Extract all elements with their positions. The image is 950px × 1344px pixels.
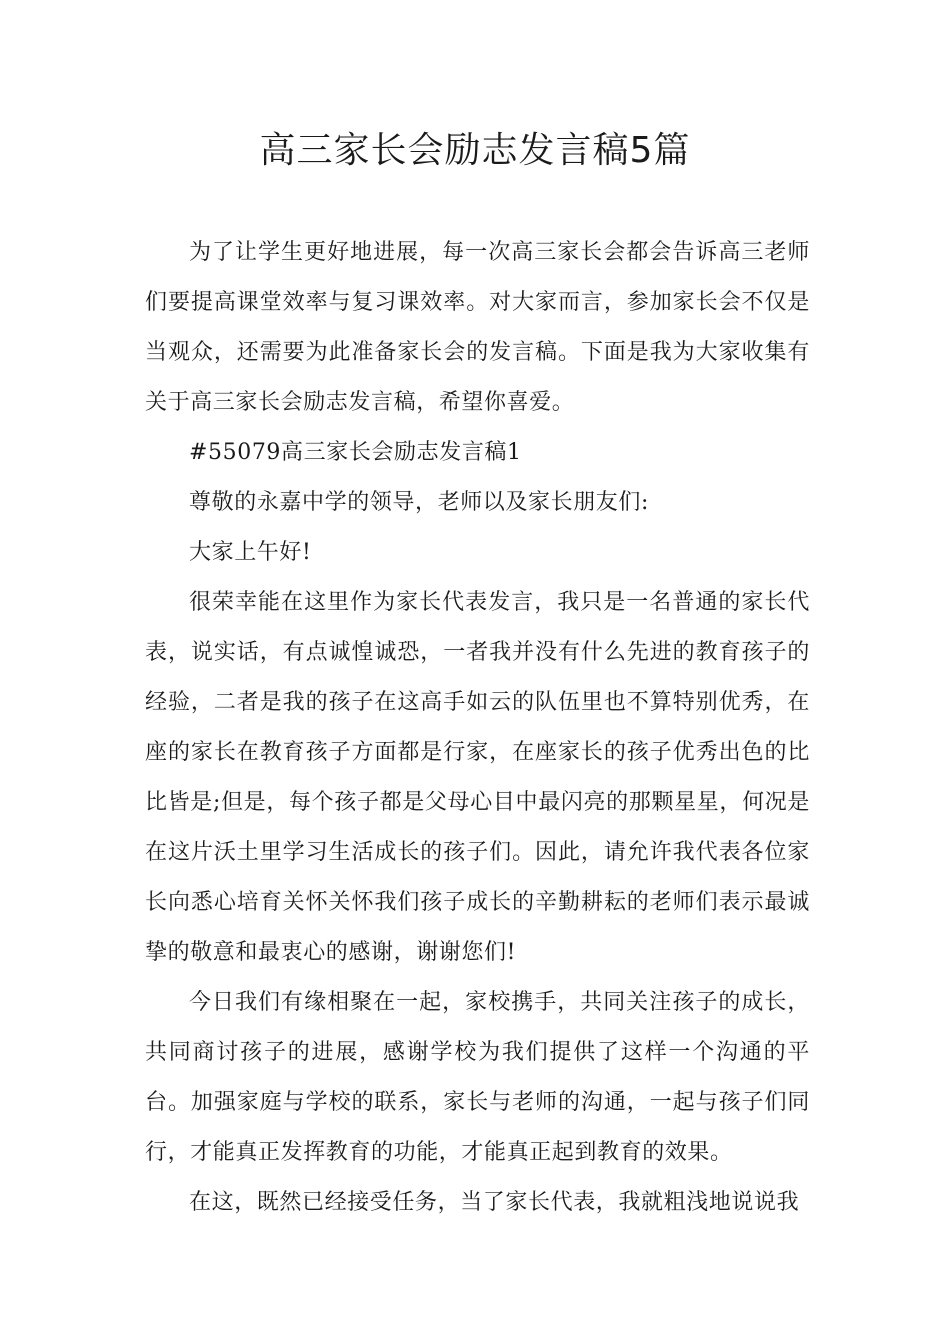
paragraph-greeting: 大家上午好! — [189, 540, 312, 565]
document-body — [145, 228, 810, 1228]
paragraph-gratitude: 很荣幸能在这里作为家长代表发言，我只是一名普通的家长代表，说实话，有点诚惶诚恐，一者我并没有什么先进的教育孩子的经验，二者是我的孩子在这高手如云的队伍里也不算特别优秀，在座的家长在教育孩子方面都是行家，在座家长的孩子优秀出色的比比皆是;但是，每个孩子都是父母心目中最闪亮的那颗星星，何况是在这片沃土里学习生活成长的孩子们。因此，请允许我代表各位家长向悉心培育关怀关怀我们孩子成长的辛勤耕耘的老师们表示最诚挚的敬意和最衷心的感谢，谢谢您们! — [145, 590, 810, 965]
paragraph-section-heading: #55079高三家长会励志发言稿1 — [189, 440, 522, 465]
paragraph-continuation: 在这，既然已经接受任务，当了家长代表，我就粗浅地说说我 — [189, 1190, 800, 1215]
paragraph-salutation: 尊敬的永嘉中学的领导，老师以及家长朋友们: — [189, 490, 650, 515]
paragraph-cooperation: 今日我们有缘相聚在一起，家校携手，共同关注孩子的成长，共同商讨孩子的进展，感谢学校为我们提供了这样一个沟通的平台。加强家庭与学校的联系，家长与老师的沟通，一起与孩子们同行，才能真正发挥教育的功能，才能真正起到教育的效果。 — [145, 990, 810, 1165]
document-title: 高三家长会励志发言稿5篇 — [259, 130, 691, 171]
paragraph-intro: 为了让学生更好地进展，每一次高三家长会都会告诉高三老师们要提高课堂效率与复习课效率。对大家而言，参加家长会不仅是当观众，还需要为此准备家长会的发言稿。下面是我为大家收集有关于高三家长会励志发言稿，希望你喜爱。 — [145, 240, 810, 415]
